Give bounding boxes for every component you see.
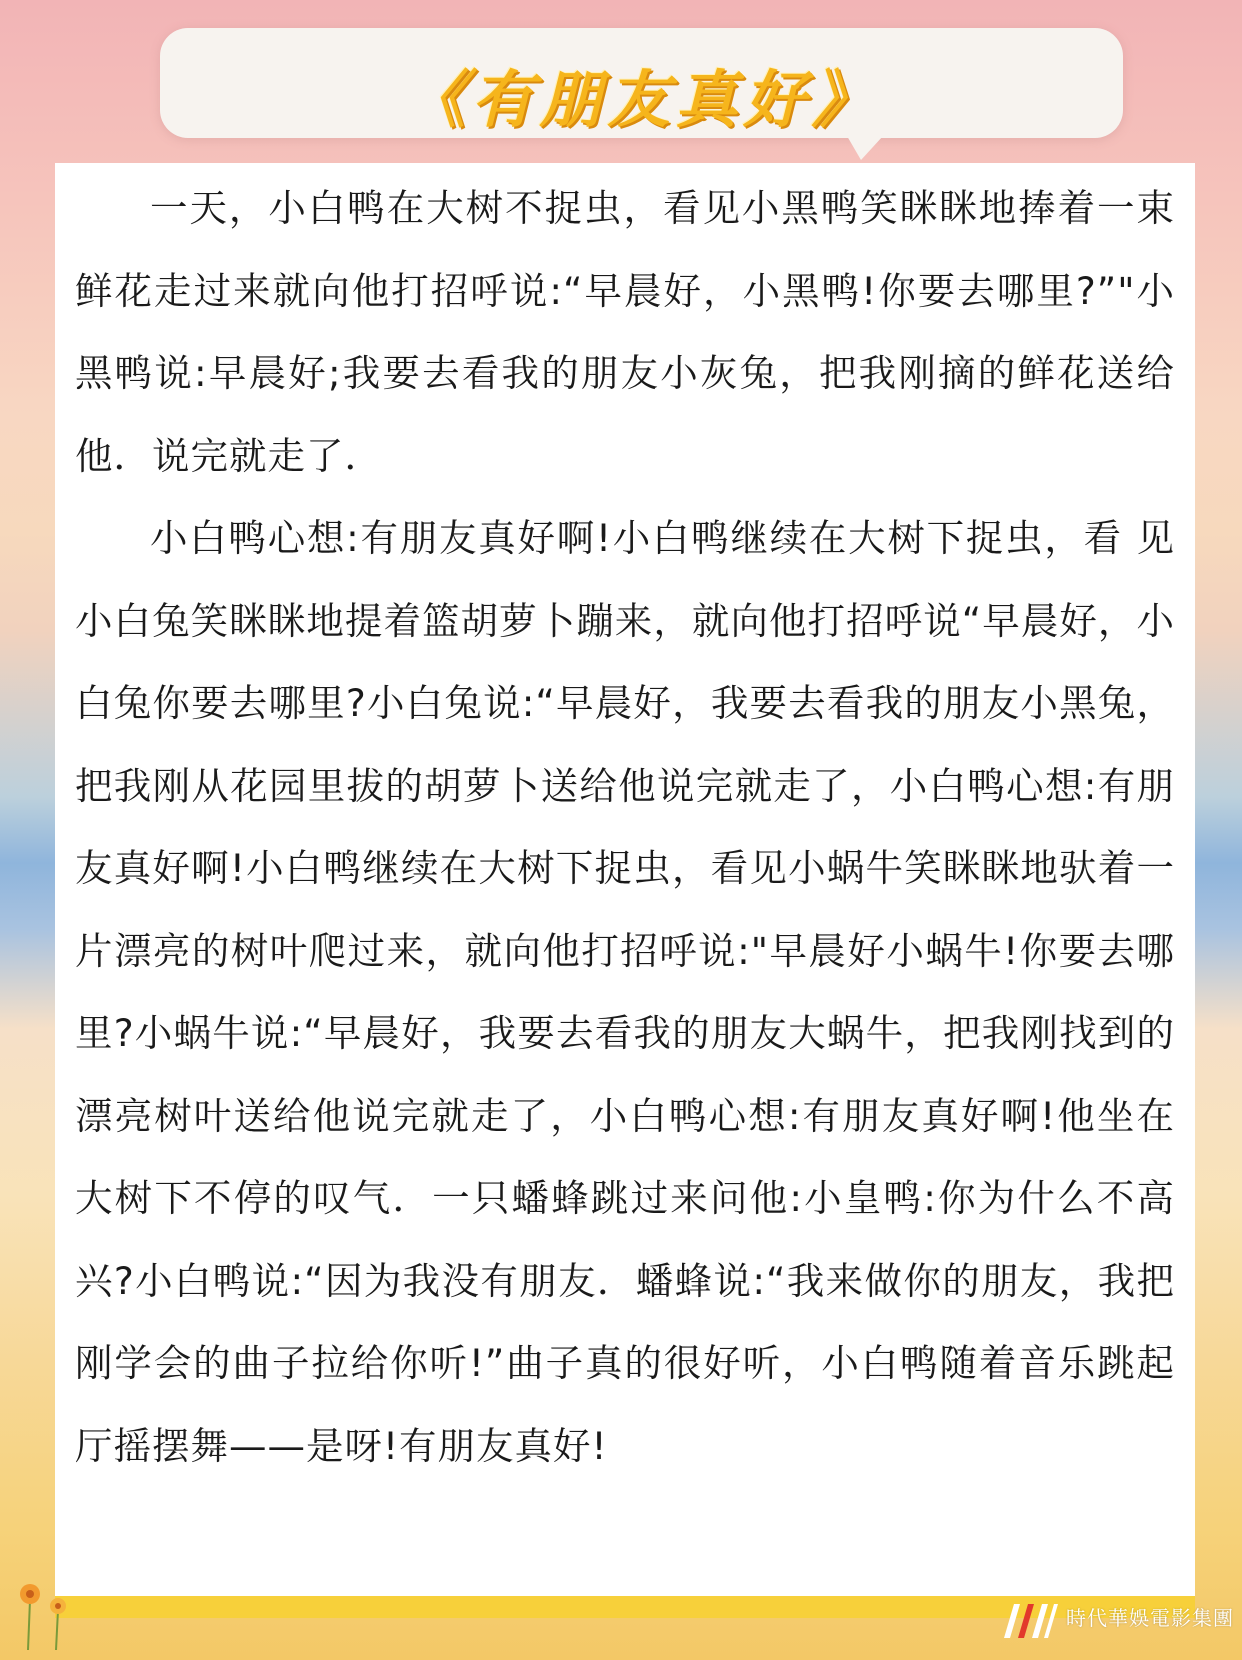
- film-company-logo-icon: [1000, 1598, 1060, 1644]
- story-paragraph-1: 一天，小白鸭在大树不捉虫，看见小黑鸭笑眯眯地捧着一束鲜花走过来就向他打招呼说:“早晨好，小黑鸭!你要去哪里?”"小黑鸭说:早晨好;我要去看我的朋友小灰兔，把我刚摘的鲜花送给他．说完就走了．: [75, 186, 1175, 478]
- company-name: 時代華娛電影集團: [1066, 1606, 1234, 1630]
- story-body: [75, 167, 1175, 1487]
- story-paragraph-2: 小白鸭心想:有朋友真好啊!小白鸭继续在大树下捉虫，看 见小白兔笑眯眯地提着篮胡萝卜蹦来，就向他打招呼说“早晨好，小白兔你要去哪里?小白兔说:“早晨好，我要去看我的朋友小黑兔，把我刚从花园里拔的胡萝卜送给他说完就走了，小白鸭心想:有朋友真好啊!小白鸭继续在大树下捉虫，看见小蜗牛笑眯眯地驮着一片漂亮的树叶爬过来，就向他打招呼说:"早晨好小蜗牛!你要去哪里?小蜗牛说:“早晨好，我要去看我的朋友大蜗牛，把我刚找到的漂亮树叶送给他说完就走了，小白鸭心想:有朋友真好啊!他坐在大树下不停的叹气．一只蟠蜂跳过来问他:小皇鸭:你为什么不高兴?小白鸭说:“因为我没有朋友．蟠蜂说:“我来做你的朋友，我把刚学会的曲子拉给你听!”曲子真的很好听，小白鸭随着音乐跳起厅摇摆舞——是呀!有朋友真好!: [75, 516, 1175, 1468]
- story-paper: [55, 163, 1195, 1603]
- page-title: 《有朋友真好》: [403, 63, 880, 136]
- flower-decoration-icon: [8, 1570, 78, 1650]
- company-logo: [1000, 1598, 1240, 1644]
- title-banner: [160, 28, 1123, 138]
